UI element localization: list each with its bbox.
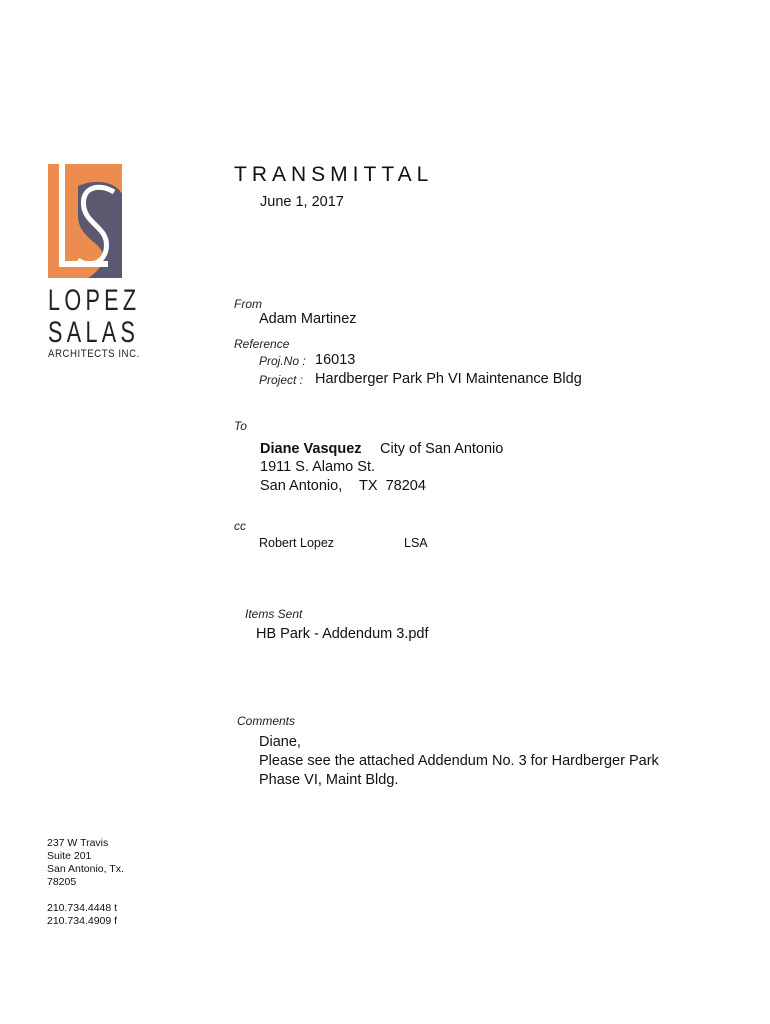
comments-label: Comments [237, 714, 296, 728]
to-city: San Antonio, [260, 478, 343, 494]
project-label: Project : [259, 373, 304, 387]
to-organization: City of San Antonio [380, 441, 504, 457]
footer-street: 237 W Travis [47, 837, 109, 849]
comments-line1: Diane, [259, 734, 301, 750]
to-state-zip: TX 78204 [359, 478, 426, 494]
logo-mark-icon [48, 164, 122, 278]
reference-label: Reference [234, 337, 290, 351]
to-label: To [234, 419, 247, 433]
from-name: Adam Martinez [259, 311, 357, 327]
comments-line3: Phase VI, Maint Bldg. [259, 772, 399, 788]
footer-zip: 78205 [47, 876, 77, 888]
cc-organization: LSA [404, 536, 428, 550]
footer-fax: 210.734.4909 f [47, 915, 118, 927]
logo-text-salas: SALAS [48, 316, 140, 349]
items-sent-label: Items Sent [245, 607, 303, 621]
footer-phone: 210.734.4448 t [47, 902, 118, 914]
logo-text-lopez: LOPEZ [48, 284, 141, 317]
items-sent-item: HB Park - Addendum 3.pdf [256, 626, 429, 642]
project-value: Hardberger Park Ph VI Maintenance Bldg [315, 371, 582, 387]
proj-no-value: 16013 [315, 352, 356, 368]
to-name: Diane Vasquez [260, 441, 362, 457]
cc-label: cc [234, 519, 246, 533]
cc-name: Robert Lopez [259, 536, 335, 550]
comments-line2: Please see the attached Addendum No. 3 for Hardberger Park [259, 753, 659, 769]
proj-no-label: Proj.No : [259, 354, 306, 368]
document-date: June 1, 2017 [260, 194, 344, 210]
footer-city: San Antonio, Tx. [47, 863, 124, 875]
to-address-line1: 1911 S. Alamo St. [260, 459, 375, 475]
document-title: TRANSMITTAL [234, 163, 434, 186]
logo-text-architects: ARCHITECTS INC. [48, 348, 140, 360]
from-label: From [234, 297, 262, 311]
footer-suite: Suite 201 [47, 850, 92, 862]
